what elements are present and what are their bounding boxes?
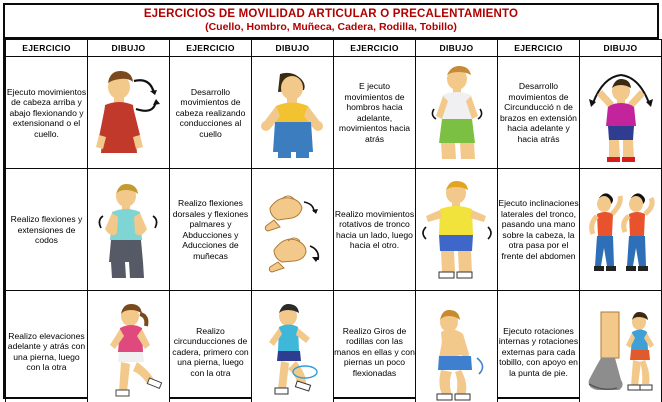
exercise-drawing bbox=[580, 57, 662, 169]
trunk-rotation-figure bbox=[416, 177, 497, 283]
exercise-drawing bbox=[252, 57, 334, 169]
table-row bbox=[6, 169, 662, 291]
table-row bbox=[6, 291, 662, 402]
exercise-drawing bbox=[416, 57, 498, 169]
hip-circumduction-figure bbox=[252, 300, 333, 402]
exercise-text: E jecuto movimientos de hombros hacia adelante, movimientos hacia atrás bbox=[334, 57, 416, 169]
knee-rotation-figure bbox=[416, 302, 497, 402]
neck-flexion-extension-figure bbox=[88, 65, 169, 161]
column-header-ejercicio-1: EJERCICIO bbox=[6, 40, 88, 57]
column-header-dibujo-4: DIBUJO bbox=[580, 40, 662, 57]
wrist-movements-figure bbox=[252, 186, 333, 274]
ankle-rotation-figure bbox=[580, 304, 661, 400]
column-header-ejercicio-3: EJERCICIO bbox=[334, 40, 416, 57]
arm-circumduction-figure bbox=[580, 63, 661, 163]
exercise-drawing bbox=[416, 291, 498, 402]
exercise-drawing bbox=[580, 169, 662, 291]
exercise-drawing bbox=[416, 169, 498, 291]
column-header-dibujo-2: DIBUJO bbox=[252, 40, 334, 57]
exercise-text: Ejecuto rotaciones internas y rotaciones externas para cada tobillo, con apoyo en la punta de pie. bbox=[498, 291, 580, 402]
exercise-text: Realizo flexiones dorsales y flexiones palmares y Abducciones y Aducciones de muñecas bbox=[170, 169, 252, 291]
exercise-text: Realizo movimientos rotativos de tronco hacia un lado, luego hacia el otro. bbox=[334, 169, 416, 291]
shoulder-forward-backward-figure bbox=[416, 63, 497, 163]
exercise-drawing bbox=[580, 291, 662, 402]
column-header-dibujo-1: DIBUJO bbox=[88, 40, 170, 57]
title-line-2: (Cuello, Hombro, Muñeca, Cadera, Rodilla, Tobillo) bbox=[205, 21, 457, 34]
exercise-text: Realizo Giros de rodillas con las manos en ellas y con piernas un poco flexionadas bbox=[334, 291, 416, 402]
exercise-text: Ejecuto movimientos de cabeza arriba y abajo flexionando y extensionand o el cuello. bbox=[6, 57, 88, 169]
worksheet-sheet bbox=[3, 3, 659, 399]
exercise-text: Realizo flexiones y extensiones de codos bbox=[6, 169, 88, 291]
document-title bbox=[5, 5, 657, 39]
exercise-drawing bbox=[252, 169, 334, 291]
exercise-text: Ejecuto inclinaciones laterales del tronco, pasando una mano sobre la cabeza, la otra pasa por el frente del abdomen bbox=[498, 169, 580, 291]
exercise-drawing bbox=[88, 291, 170, 402]
exercise-drawing bbox=[252, 291, 334, 402]
lateral-trunk-bend-figure bbox=[580, 182, 661, 278]
leg-raise-figure bbox=[88, 300, 169, 402]
elbow-flexion-extension-figure bbox=[88, 178, 169, 282]
exercise-text: Realizo elevaciones adelante y atrás con una pierna, luego con la otra bbox=[6, 291, 88, 402]
neck-rotation-figure bbox=[252, 68, 333, 158]
table-header-row bbox=[6, 40, 662, 57]
exercise-text: Realizo circunducciones de cadera, primero con una pierna, luego con la otra bbox=[170, 291, 252, 402]
column-header-dibujo-3: DIBUJO bbox=[416, 40, 498, 57]
exercise-table bbox=[5, 39, 662, 402]
column-header-ejercicio-2: EJERCICIO bbox=[170, 40, 252, 57]
exercise-drawing bbox=[88, 169, 170, 291]
exercise-text: Desarrollo movimientos de cabeza realizando conducciones al cuello bbox=[170, 57, 252, 169]
exercise-drawing bbox=[88, 57, 170, 169]
column-header-ejercicio-4: EJERCICIO bbox=[498, 40, 580, 57]
table-row bbox=[6, 57, 662, 169]
title-line-1: EJERCICIOS DE MOVILIDAD ARTICULAR O PRECALENTAMIENTO bbox=[143, 8, 519, 20]
exercise-text: Desarrollo movimientos de Circunducció n de brazos en extensión hacia adelante y hacia atrás bbox=[498, 57, 580, 169]
